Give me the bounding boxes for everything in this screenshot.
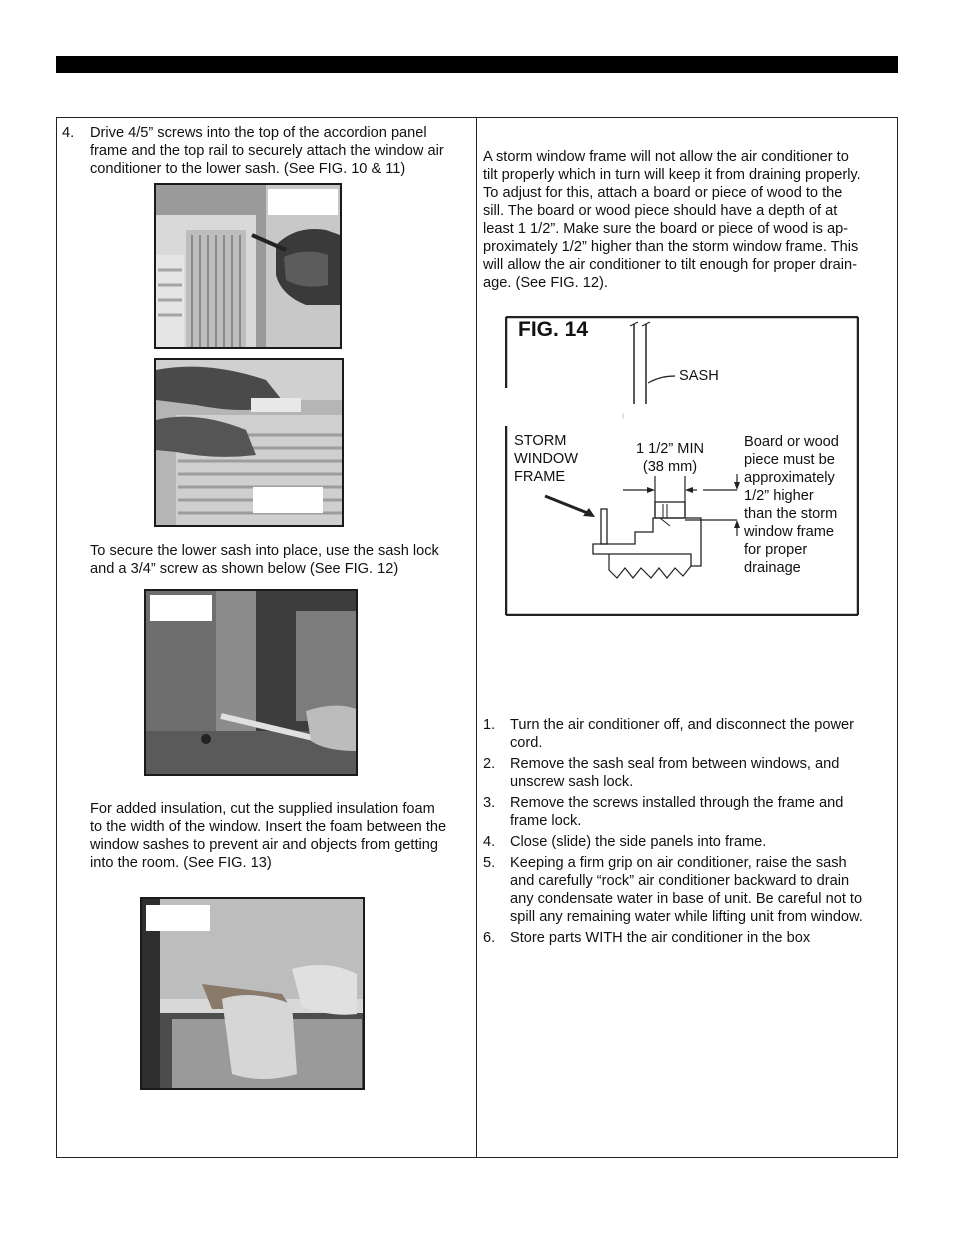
- removal-step-line: and carefully “rock” air conditioner backward to drain: [510, 873, 850, 889]
- board-note-line: Board or wood: [744, 434, 839, 450]
- min-depth-line: 1 1/2” MIN: [635, 441, 705, 457]
- board-note-line: 1/2” higher: [744, 488, 814, 504]
- storm-line: tilt properly which in turn will keep it from draining properly.: [483, 167, 861, 183]
- sash-lock-line: and a 3/4” screw as shown below (See FIG. 12): [90, 561, 399, 577]
- storm-line: age. (See FIG. 12).: [483, 275, 608, 291]
- storm-frame-label-line: FRAME: [514, 469, 566, 485]
- board-note: [744, 433, 856, 577]
- storm-frame-label-line: WINDOW: [514, 451, 579, 467]
- storm-line: sill. The board or wood piece should have a depth of at: [483, 203, 838, 219]
- removal-step-number: 2.: [483, 756, 496, 772]
- storm-frame-label: [514, 432, 578, 486]
- board-note-line: window frame: [744, 524, 835, 540]
- board-note-line: drainage: [744, 560, 801, 576]
- removal-step-number: 1.: [483, 717, 496, 733]
- removal-step-number: 6.: [483, 930, 496, 946]
- fig-10-label-box: [268, 189, 338, 215]
- storm-line: will allow the air conditioner to tilt enough for proper drain-: [483, 257, 857, 273]
- board-note-line: than the storm: [744, 506, 838, 522]
- min-depth-label: [615, 440, 725, 476]
- removal-step-line: frame lock.: [510, 813, 582, 829]
- sash-label: SASH: [679, 368, 719, 384]
- fig-10-photo: [154, 183, 342, 349]
- fig-14-title: FIG. 14: [518, 318, 589, 341]
- removal-step-number: 3.: [483, 795, 496, 811]
- board-note-line: piece must be: [744, 452, 835, 468]
- storm-window-text: [483, 148, 893, 292]
- fig-12-label-box: [150, 595, 212, 621]
- removal-step-number: 5.: [483, 855, 496, 871]
- fig-11-photo: [154, 358, 344, 527]
- removal-step-line: Close (slide) the side panels into frame.: [510, 834, 767, 850]
- insulation-line: For added insulation, cut the supplied insulation foam: [90, 801, 435, 817]
- fig-14-diagram: [505, 316, 859, 616]
- storm-line: To adjust for this, attach a board or piece of wood to the: [483, 185, 843, 201]
- removal-step-number: 4.: [483, 834, 496, 850]
- storm-line: proximately 1/2” higher than the storm window frame. This: [483, 239, 859, 255]
- fig-13-label-box: [146, 905, 210, 931]
- step-4-number: 4.: [62, 125, 75, 141]
- removal-step-line: any condensate water in base of unit. Be careful not to: [510, 891, 863, 907]
- removal-step-line: cord.: [510, 735, 543, 751]
- step-4-line: Drive 4/5” screws into the top of the accordion panel: [90, 125, 427, 141]
- removal-step-line: Turn the air conditioner off, and disconnect the power: [510, 717, 854, 733]
- min-depth-line: (38 mm): [642, 459, 698, 475]
- sash-lock-text: [90, 542, 475, 578]
- removal-step-line: spill any remaining water while lifting unit from window.: [510, 909, 863, 925]
- header-bar: [56, 56, 898, 73]
- fig-13-photo: [140, 897, 365, 1090]
- removal-step-line: Remove the screws installed through the frame and: [510, 795, 844, 811]
- removal-step-line: Keeping a firm grip on air conditioner, raise the sash: [510, 855, 847, 871]
- storm-frame-label-line: STORM: [514, 433, 567, 449]
- column-divider: [476, 117, 477, 1158]
- storm-line: A storm window frame will not allow the air conditioner to: [483, 149, 849, 165]
- insulation-line: window sashes to prevent air and objects from getting: [90, 837, 439, 853]
- step-4-line: frame and the top rail to securely attach the window air: [90, 143, 444, 159]
- fig-11-label-box: [253, 487, 323, 513]
- board-note-line: approximately: [744, 470, 835, 486]
- removal-step-line: Store parts WITH the air conditioner in the box: [510, 930, 811, 946]
- insulation-text: [90, 800, 475, 872]
- storm-line: least 1 1/2”. Make sure the board or piece of wood is ap-: [483, 221, 849, 237]
- step-4-line: conditioner to the lower sash. (See FIG. 10 & 11): [90, 161, 406, 177]
- fig-12-photo: [144, 589, 358, 776]
- removal-step-line: unscrew sash lock.: [510, 774, 634, 790]
- sash-lock-line: To secure the lower sash into place, use the sash lock: [90, 543, 439, 559]
- insulation-line: into the room. (See FIG. 13): [90, 855, 272, 871]
- insulation-line: to the width of the window. Insert the foam between the: [90, 819, 447, 835]
- removal-step-line: Remove the sash seal from between windows, and: [510, 756, 840, 772]
- board-note-line: for proper: [744, 542, 808, 558]
